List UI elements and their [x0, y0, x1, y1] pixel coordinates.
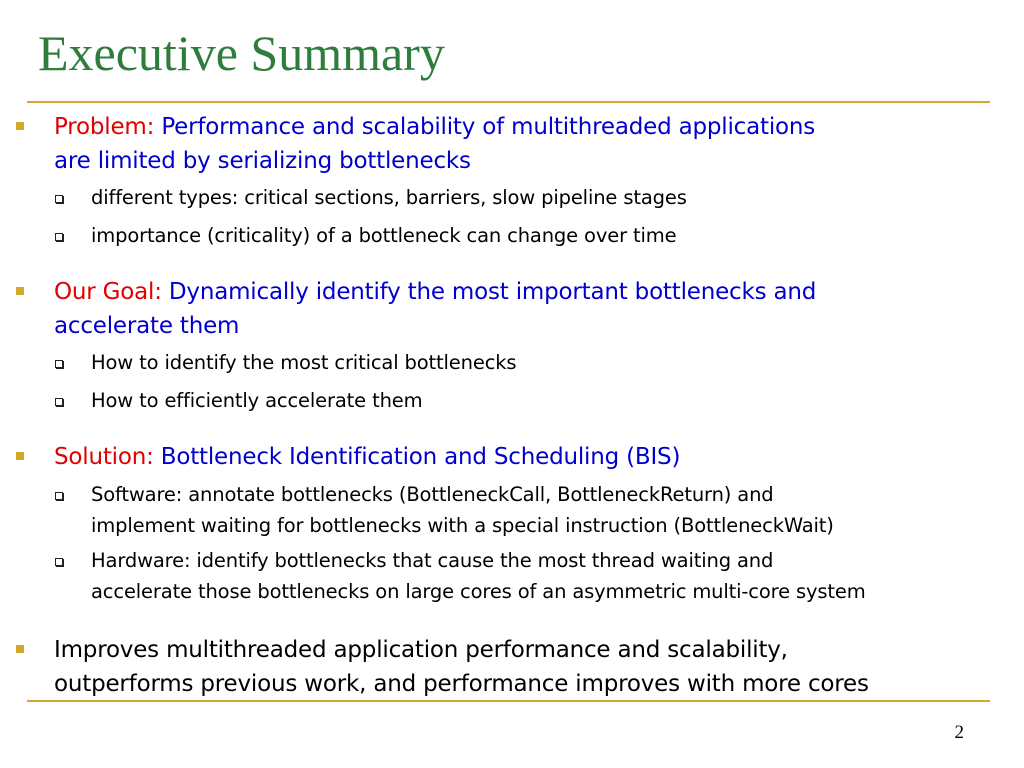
sub-bullet [91, 220, 1011, 251]
bullet-text-continued: outperforms previous work, and performance improves with more cores [54, 671, 869, 697]
bullet-goal [54, 275, 1004, 343]
checkbox-bullet-icon [55, 492, 63, 500]
sub-bullet-text-continued: implement waiting for bottlenecks with a special instruction (BottleneckWait) [91, 514, 834, 537]
bullet-label: Problem: [54, 114, 155, 140]
checkbox-bullet-icon [55, 558, 63, 566]
checkbox-bullet-icon [55, 360, 63, 368]
bullet-text-continued: are limited by serializing bottlenecks [54, 148, 471, 174]
bullet-solution [54, 440, 1004, 474]
sub-bullet-text-continued: accelerate those bottlenecks on large cores of an asymmetric multi-core system [91, 580, 866, 603]
bullet-text: Performance and scalability of multithreaded applications [161, 114, 816, 140]
checkbox-bullet-icon [55, 195, 63, 203]
checkbox-bullet-icon [55, 398, 63, 406]
sub-bullet [91, 385, 1011, 416]
sub-bullet-text: How to efficiently accelerate them [91, 389, 423, 412]
bullet-text-continued: accelerate them [54, 313, 240, 339]
square-bullet-icon [16, 122, 24, 130]
sub-bullet-text: Software: annotate bottlenecks (BottleneckCall, BottleneckReturn) and [91, 483, 774, 506]
sub-bullet-text: different types: critical sections, barriers, slow pipeline stages [91, 186, 687, 209]
bullet-text: Bottleneck Identification and Scheduling (BIS) [160, 444, 681, 470]
bullet-problem [54, 110, 1004, 178]
sub-bullet [91, 545, 1011, 607]
sub-bullet-text: How to identify the most critical bottlenecks [91, 351, 517, 374]
bullet-text: Improves multithreaded application performance and scalability, [54, 637, 788, 663]
sub-bullet-text: importance (criticality) of a bottleneck can change over time [91, 224, 677, 247]
bullet-improves [54, 633, 1004, 701]
sub-bullet [91, 347, 1011, 378]
top-divider [27, 101, 990, 103]
bullet-text: Dynamically identify the most important bottlenecks and [168, 279, 817, 305]
bullet-label: Solution: [54, 444, 154, 470]
sub-bullet-text: Hardware: identify bottlenecks that cause the most thread waiting and [91, 549, 774, 572]
bottom-divider [27, 700, 990, 702]
page-number: 2 [954, 722, 964, 743]
slide-title: Executive Summary [38, 25, 445, 81]
bullet-label: Our Goal: [54, 279, 162, 305]
square-bullet-icon [16, 452, 24, 460]
square-bullet-icon [16, 287, 24, 295]
sub-bullet [91, 479, 1011, 541]
sub-bullet [91, 182, 1011, 213]
square-bullet-icon [16, 645, 24, 653]
checkbox-bullet-icon [55, 233, 63, 241]
